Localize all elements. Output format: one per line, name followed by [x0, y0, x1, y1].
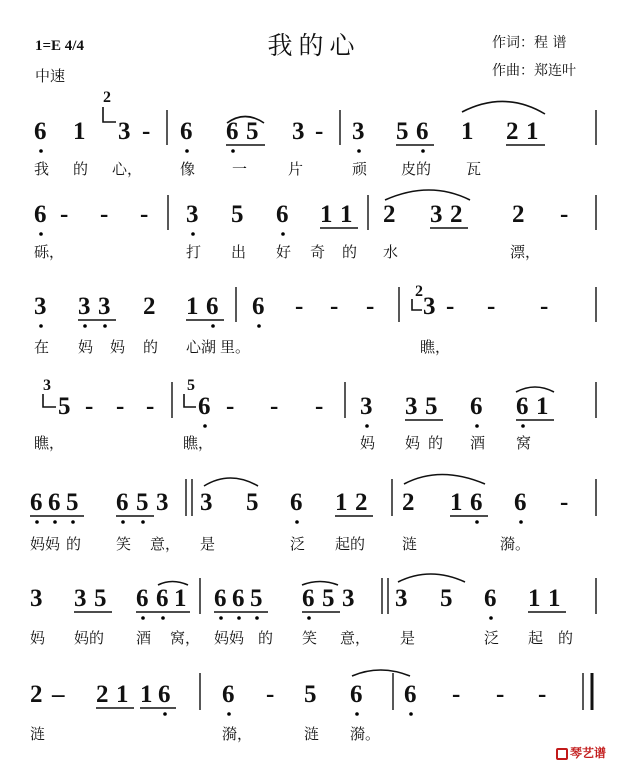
slur: [204, 478, 258, 486]
volta-number: 3: [43, 377, 51, 394]
lyric: 的: [428, 434, 444, 452]
note: 6: [276, 201, 289, 228]
note: 1: [116, 681, 129, 708]
lyric: 泛: [290, 535, 306, 553]
lyric: 打: [186, 243, 202, 261]
note: 2: [402, 489, 415, 516]
composer-credit: 作曲：郑连叶: [492, 63, 576, 79]
lyric: 的: [258, 629, 274, 647]
note: 3: [423, 293, 436, 320]
lyric: 瓦: [466, 160, 482, 178]
note: 6: [232, 585, 245, 612]
note: 5: [250, 585, 263, 612]
volta-number: 2: [103, 89, 111, 106]
lyric: 瞧，: [34, 434, 65, 452]
volta-bracket: [412, 299, 422, 310]
note: 6: [252, 293, 265, 320]
note: 3: [34, 293, 47, 320]
note: 3: [200, 489, 213, 516]
dash: -: [85, 393, 94, 420]
lyric: 的: [558, 629, 574, 647]
lyric: 漪。: [350, 725, 381, 743]
dash: -: [452, 681, 461, 708]
note: 6: [516, 393, 529, 420]
note: 3: [360, 393, 373, 420]
slur: [516, 387, 554, 392]
watermark-logo: [556, 744, 606, 761]
note: 5: [322, 585, 335, 612]
note: 3: [30, 585, 43, 612]
lyric: 涟: [304, 725, 320, 743]
note: 6: [416, 118, 429, 145]
lyric: 瞧，: [420, 338, 451, 356]
note: 5: [425, 393, 438, 420]
octave-dots: [39, 149, 425, 153]
dash: -: [116, 393, 125, 420]
note: 3: [342, 585, 355, 612]
note: 5: [246, 489, 259, 516]
lyric: 的: [143, 338, 159, 356]
dash: -: [540, 293, 549, 320]
lyric: 酒: [470, 434, 486, 452]
score-row-6: [30, 574, 596, 647]
volta-bracket: [184, 394, 196, 407]
dash: -: [100, 201, 109, 228]
logo-icon: [556, 748, 568, 760]
note: 6: [34, 201, 47, 228]
note: 1: [320, 201, 333, 228]
lyric: 好: [276, 243, 292, 261]
note: 6: [484, 585, 497, 612]
slur: [398, 574, 465, 582]
lyric: 是: [400, 629, 416, 647]
lyric: 的: [73, 160, 89, 178]
lyric: 是: [200, 535, 216, 553]
note: 2: [450, 201, 463, 228]
note: 3: [395, 585, 408, 612]
note: 1: [450, 489, 463, 516]
lyric: 妈妈: [30, 535, 61, 553]
lyric: 窝，: [170, 629, 201, 647]
volta-number: 2: [415, 283, 423, 300]
lyric: 顽: [352, 160, 368, 178]
note: 1: [461, 118, 474, 145]
lyric: 瞧，: [183, 434, 214, 452]
lyric: 泛: [484, 629, 500, 647]
dash: -: [560, 489, 569, 516]
octave-dots: [39, 324, 261, 328]
score-row-1: [34, 89, 596, 178]
note: 6: [156, 585, 169, 612]
lyric: 酒: [136, 629, 152, 647]
dash: -: [366, 293, 375, 320]
lyric: 的: [342, 243, 358, 261]
note: 6: [198, 393, 211, 420]
note: 3: [78, 293, 91, 320]
note: 3: [405, 393, 418, 420]
note: 6: [302, 585, 315, 612]
key-signature: 1=E 4/4: [35, 38, 84, 54]
note: 1: [536, 393, 549, 420]
slur: [404, 475, 485, 485]
note: 6: [30, 489, 43, 516]
score-row-5: [30, 475, 596, 554]
note: 3: [292, 118, 305, 145]
lyric: 妈: [110, 338, 126, 356]
score-row-4: [34, 377, 596, 452]
dash: -: [487, 293, 496, 320]
note: 1: [140, 681, 153, 708]
lyric: 妈: [405, 434, 421, 452]
note: 1: [548, 585, 561, 612]
note: 6: [222, 681, 235, 708]
note: 3: [186, 201, 199, 228]
note: 2: [512, 201, 525, 228]
song-title: 我的心: [267, 31, 361, 60]
score-row-3: [34, 283, 596, 356]
note: 1: [340, 201, 353, 228]
volta-bracket: [103, 107, 116, 122]
score-row-7: [30, 670, 592, 743]
note: 1: [174, 585, 187, 612]
note: 2: [143, 293, 156, 320]
note: 2: [383, 201, 396, 228]
note: 6: [180, 118, 193, 145]
note: 1: [186, 293, 199, 320]
lyric: 的: [66, 535, 82, 553]
score-row-2: [34, 190, 596, 261]
octave-dots: [163, 712, 413, 716]
lyric: 漂，: [510, 243, 541, 261]
lyric: 笑: [116, 535, 132, 553]
slur: [462, 101, 545, 114]
lyric: 出: [231, 243, 247, 261]
lyric: 妈妈: [214, 629, 245, 647]
octave-dots: [35, 520, 523, 524]
dash: -: [330, 293, 339, 320]
note: 5: [246, 118, 259, 145]
note: 6: [158, 681, 171, 708]
note: 6: [206, 293, 219, 320]
note: 5: [440, 585, 453, 612]
dash: -: [146, 393, 155, 420]
lyric: 涟: [402, 535, 418, 553]
lyric: 笑: [302, 629, 318, 647]
note: 6: [470, 489, 483, 516]
note: 6: [226, 118, 239, 145]
tempo-marking: 中速: [35, 67, 66, 85]
lyric: 奇: [310, 243, 326, 261]
note: 6: [136, 585, 149, 612]
note: 1: [73, 118, 86, 145]
lyric: 意，: [150, 535, 181, 553]
note: 3: [98, 293, 111, 320]
dash: -: [446, 293, 455, 320]
volta-bracket: [43, 394, 56, 407]
note: 6: [214, 585, 227, 612]
dash: -: [315, 118, 324, 145]
note: 6: [470, 393, 483, 420]
lyric: 意，: [340, 629, 371, 647]
lyric: 漪，: [222, 725, 253, 743]
lyric: 妈: [30, 629, 46, 647]
note: 6: [116, 489, 129, 516]
lyric: 我: [34, 160, 50, 178]
dash: –: [52, 681, 65, 708]
octave-dots: [141, 616, 493, 620]
dash: -: [60, 201, 69, 228]
lyric: 砾，: [34, 243, 65, 261]
dash: -: [142, 118, 151, 145]
note: 3: [74, 585, 87, 612]
note: 6: [514, 489, 527, 516]
octave-dots: [203, 424, 525, 428]
note: 2: [506, 118, 519, 145]
note: 5: [304, 681, 317, 708]
lyric: 妈: [78, 338, 94, 356]
watermark-text: 琴艺谱: [570, 746, 607, 760]
note: 6: [350, 681, 363, 708]
lyric: 水: [383, 243, 399, 261]
octave-dots: [39, 232, 285, 236]
slur: [385, 190, 470, 200]
note: 3: [156, 489, 169, 516]
note: 1: [335, 489, 348, 516]
note: 6: [34, 118, 47, 145]
note: 5: [136, 489, 149, 516]
volta-number: 5: [187, 377, 195, 394]
dash: -: [315, 393, 324, 420]
note: 6: [290, 489, 303, 516]
note: 2: [30, 681, 43, 708]
lyric: 漪。: [500, 535, 531, 553]
note: 5: [58, 393, 71, 420]
note: 6: [404, 681, 417, 708]
dash: -: [295, 293, 304, 320]
note: 3: [430, 201, 443, 228]
lyric: 涟: [30, 725, 46, 743]
dash: -: [496, 681, 505, 708]
dash: -: [270, 393, 279, 420]
dash: -: [226, 393, 235, 420]
note: 2: [96, 681, 109, 708]
lyric: 心，: [112, 160, 143, 178]
dash: -: [266, 681, 275, 708]
note: 5: [66, 489, 79, 516]
lyric: 在: [34, 338, 50, 356]
lyricist-credit: 作词：程 谱: [492, 35, 567, 51]
slur: [352, 670, 410, 676]
lyric: 像: [180, 160, 196, 178]
dash: -: [140, 201, 149, 228]
lyric: 起: [528, 629, 544, 647]
note: 3: [118, 118, 131, 145]
lyric: 妈: [360, 434, 376, 452]
note: 5: [231, 201, 244, 228]
note: 1: [526, 118, 539, 145]
dash: -: [560, 201, 569, 228]
note: 5: [396, 118, 409, 145]
lyric: 里。: [220, 338, 251, 356]
lyric: 一: [232, 160, 248, 178]
note: 6: [48, 489, 61, 516]
note: 3: [352, 118, 365, 145]
note: 5: [94, 585, 107, 612]
lyric: 皮的: [401, 160, 432, 178]
lyric: 片: [288, 160, 304, 178]
lyric: 窝: [516, 434, 532, 452]
lyric: 心湖: [186, 338, 217, 356]
lyric: 妈的: [74, 629, 105, 647]
dash: -: [538, 681, 547, 708]
note: 1: [528, 585, 541, 612]
note: 2: [355, 489, 368, 516]
lyric: 起的: [335, 535, 366, 553]
